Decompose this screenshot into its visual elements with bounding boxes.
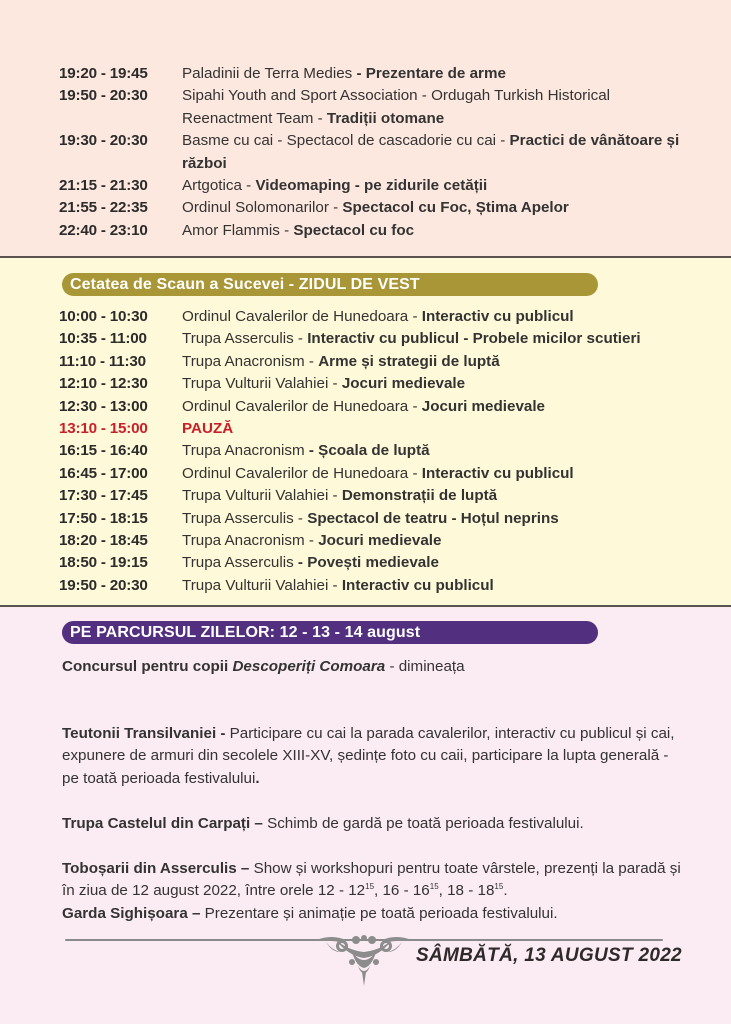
schedule-row	[59, 175, 689, 197]
schedule-time: 21:15 - 21:30	[59, 177, 148, 195]
footer-date: SÂMBĂTĂ, 13 AUGUST 2022	[416, 945, 682, 966]
performer-name: Ordinul Cavalerilor de Hunedoara -	[182, 397, 422, 415]
event-title: Interactiv cu publicul - Probele micilor scutieri	[307, 330, 641, 348]
schedule-list-west-wall	[59, 306, 689, 597]
activity-text: .	[503, 882, 508, 900]
section-header-west-wall: Cetatea de Scaun a Sucevei - ZIDUL DE VEST	[62, 273, 598, 296]
schedule-description	[182, 351, 689, 373]
schedule-row	[59, 328, 689, 350]
schedule-time: 22:40 - 23:10	[59, 221, 148, 239]
schedule-time: 18:50 - 19:15	[59, 554, 148, 572]
activity-text: Show și workshopuri pentru toate vârstele, prezenți la paradă și în ziua de 12 august 2022, între orele 12 - 12	[62, 860, 681, 900]
performer-name: Artgotica -	[182, 177, 256, 195]
activity-castelul-carpati	[62, 813, 682, 835]
schedule-row	[59, 197, 689, 219]
schedule-description	[182, 440, 689, 462]
schedule-description	[182, 373, 689, 395]
schedule-time: 17:50 - 18:15	[59, 509, 148, 527]
activity-name: Concursul pentru copii	[62, 658, 233, 675]
schedule-description	[182, 530, 689, 552]
schedule-description	[182, 175, 689, 197]
event-title: Demonstrații de luptă	[341, 487, 498, 505]
schedule-time: 19:50 - 20:30	[59, 87, 148, 105]
performer-name: Trupa Vulturii Valahiei -	[182, 487, 342, 505]
schedule-description	[182, 306, 689, 328]
activity-tobosarii	[62, 858, 682, 903]
activity-name: Trupa Castelul din Carpați –	[62, 815, 268, 832]
superscript-minutes: 15	[494, 882, 504, 892]
performer-name: Trupa Vulturii Valahiei -	[182, 375, 342, 393]
period: .	[255, 769, 260, 787]
event-title: Spectacol cu Foc, Știma Apelor	[342, 199, 569, 217]
activity-name: Teutonii Transilvaniei -	[62, 725, 230, 742]
schedule-row	[59, 220, 689, 242]
schedule-row	[59, 508, 689, 530]
schedule-row	[59, 351, 689, 373]
performer-name: Ordinul Cavalerilor de Hunedoara -	[182, 464, 422, 482]
schedule-row	[59, 552, 689, 574]
activity-text: Schimb de gardă pe toată perioada festivalului.	[267, 815, 584, 832]
activity-children-contest	[62, 656, 682, 678]
event-title: Tradiții otomane	[326, 109, 445, 127]
superscript-minutes: 15	[365, 882, 375, 892]
schedule-time: 19:20 - 19:45	[59, 65, 148, 82]
performer-name: Ordinul Solomonarilor -	[182, 199, 343, 217]
event-title: PAUZĂ	[182, 420, 234, 438]
schedule-row	[59, 575, 689, 597]
performer-name: Trupa Asserculis -	[182, 509, 308, 527]
performer-name: Sipahi Youth and Sport Association - Ordugah Turkish Historical Reenactment Team -	[182, 87, 611, 127]
event-title: - Povești medievale	[297, 554, 439, 572]
event-title: Interactiv cu publicul	[421, 308, 574, 325]
schedule-description	[182, 130, 689, 175]
performer-name: Paladinii de Terra Medies	[182, 65, 357, 82]
schedule-row	[59, 130, 689, 175]
schedule-row	[59, 396, 689, 418]
floral-ornament-icon	[312, 932, 416, 988]
schedule-time: 21:55 - 22:35	[59, 199, 148, 217]
superscript-minutes: 15	[429, 882, 439, 892]
schedule-description	[182, 85, 689, 130]
schedule-time: 10:35 - 11:00	[59, 330, 147, 348]
activity-text: Prezentare și animație pe toată perioada festivalului.	[204, 905, 558, 922]
schedule-time: 10:00 - 10:30	[59, 308, 148, 325]
schedule-row	[59, 373, 689, 395]
schedule-description	[182, 552, 689, 574]
activity-text: Participare cu cai la parada cavalerilor, interactiv cu publicul și cai, expunere de armuri din secolele XIII-XV, ședințe foto cu caii, participare la lupta generală - pe toată perioada festivalului	[62, 725, 675, 787]
schedule-row	[59, 463, 689, 485]
performer-name: Trupa Asserculis -	[182, 330, 308, 348]
schedule-time: 12:30 - 13:00	[59, 397, 148, 415]
schedule-description	[182, 418, 689, 440]
event-title: Jocuri medievale	[421, 397, 546, 415]
schedule-row	[59, 418, 689, 440]
event-title: Videomaping - pe zidurile cetății	[255, 177, 488, 195]
schedule-description	[182, 575, 689, 597]
schedule-time: 13:10 - 15:00	[59, 420, 148, 438]
activity-text: - dimineața	[385, 658, 465, 675]
activity-teutonii	[62, 723, 682, 790]
schedule-description	[182, 485, 689, 507]
event-title: Spectacol de teatru - Hoțul neprins	[307, 509, 559, 527]
schedule-time: 19:50 - 20:30	[59, 576, 148, 594]
schedule-list-evening	[59, 63, 689, 242]
event-title: Jocuri medievale	[341, 375, 466, 393]
schedule-row	[59, 63, 689, 85]
schedule-time: 16:15 - 16:40	[59, 442, 148, 460]
event-title: Arme și strategii de luptă	[318, 352, 500, 370]
section-header-ongoing: PE PARCURSUL ZILELOR: 12 - 13 - 14 august	[62, 621, 598, 644]
activity-name: Toboșarii din Asserculis –	[62, 860, 254, 877]
schedule-description	[182, 197, 689, 219]
schedule-description	[182, 396, 689, 418]
performer-name: Trupa Vulturii Valahiei -	[182, 576, 342, 594]
event-title: Interactiv cu publicul	[421, 464, 574, 482]
schedule-description	[182, 463, 689, 485]
schedule-row	[59, 440, 689, 462]
schedule-time: 18:20 - 18:45	[59, 532, 148, 550]
schedule-description	[182, 63, 689, 85]
schedule-time: 11:10 - 11:30	[59, 352, 146, 370]
activity-name: Garda Sighișoara –	[62, 905, 205, 922]
performer-name: Trupa Asserculis	[182, 554, 298, 572]
schedule-row	[59, 530, 689, 552]
schedule-row	[59, 485, 689, 507]
event-title: - Școala de luptă	[308, 442, 430, 460]
performer-name: Basme cu cai - Spectacol de cascadorie cu cai -	[182, 132, 510, 150]
schedule-row	[59, 85, 689, 130]
performer-name: Trupa Anacronism -	[182, 352, 319, 370]
performer-name: Amor Flammis -	[182, 221, 294, 239]
activity-garda-sighisoara	[62, 903, 682, 925]
schedule-time: 17:30 - 17:45	[59, 487, 148, 505]
performer-name: Ordinul Cavalerilor de Hunedoara -	[182, 308, 422, 325]
event-title: Practici de vânătoare și război	[182, 132, 680, 172]
schedule-time: 16:45 - 17:00	[59, 464, 148, 482]
activity-text: , 16 - 16	[374, 882, 430, 900]
event-title: Spectacol cu foc	[293, 221, 415, 239]
contest-title: Descoperiți Comoara	[232, 658, 386, 675]
schedule-description	[182, 328, 689, 350]
schedule-time: 12:10 - 12:30	[59, 375, 148, 393]
event-title: Interactiv cu publicul	[341, 576, 494, 594]
event-title: - Prezentare de arme	[356, 65, 506, 82]
performer-name: Trupa Anacronism -	[182, 532, 319, 550]
schedule-row	[59, 306, 689, 328]
event-title: Jocuri medievale	[318, 532, 442, 550]
schedule-time: 19:30 - 20:30	[59, 132, 148, 150]
performer-name: Trupa Anacronism	[182, 442, 309, 460]
activity-text: , 18 - 18	[438, 882, 495, 900]
schedule-description	[182, 508, 689, 530]
schedule-description	[182, 220, 689, 242]
